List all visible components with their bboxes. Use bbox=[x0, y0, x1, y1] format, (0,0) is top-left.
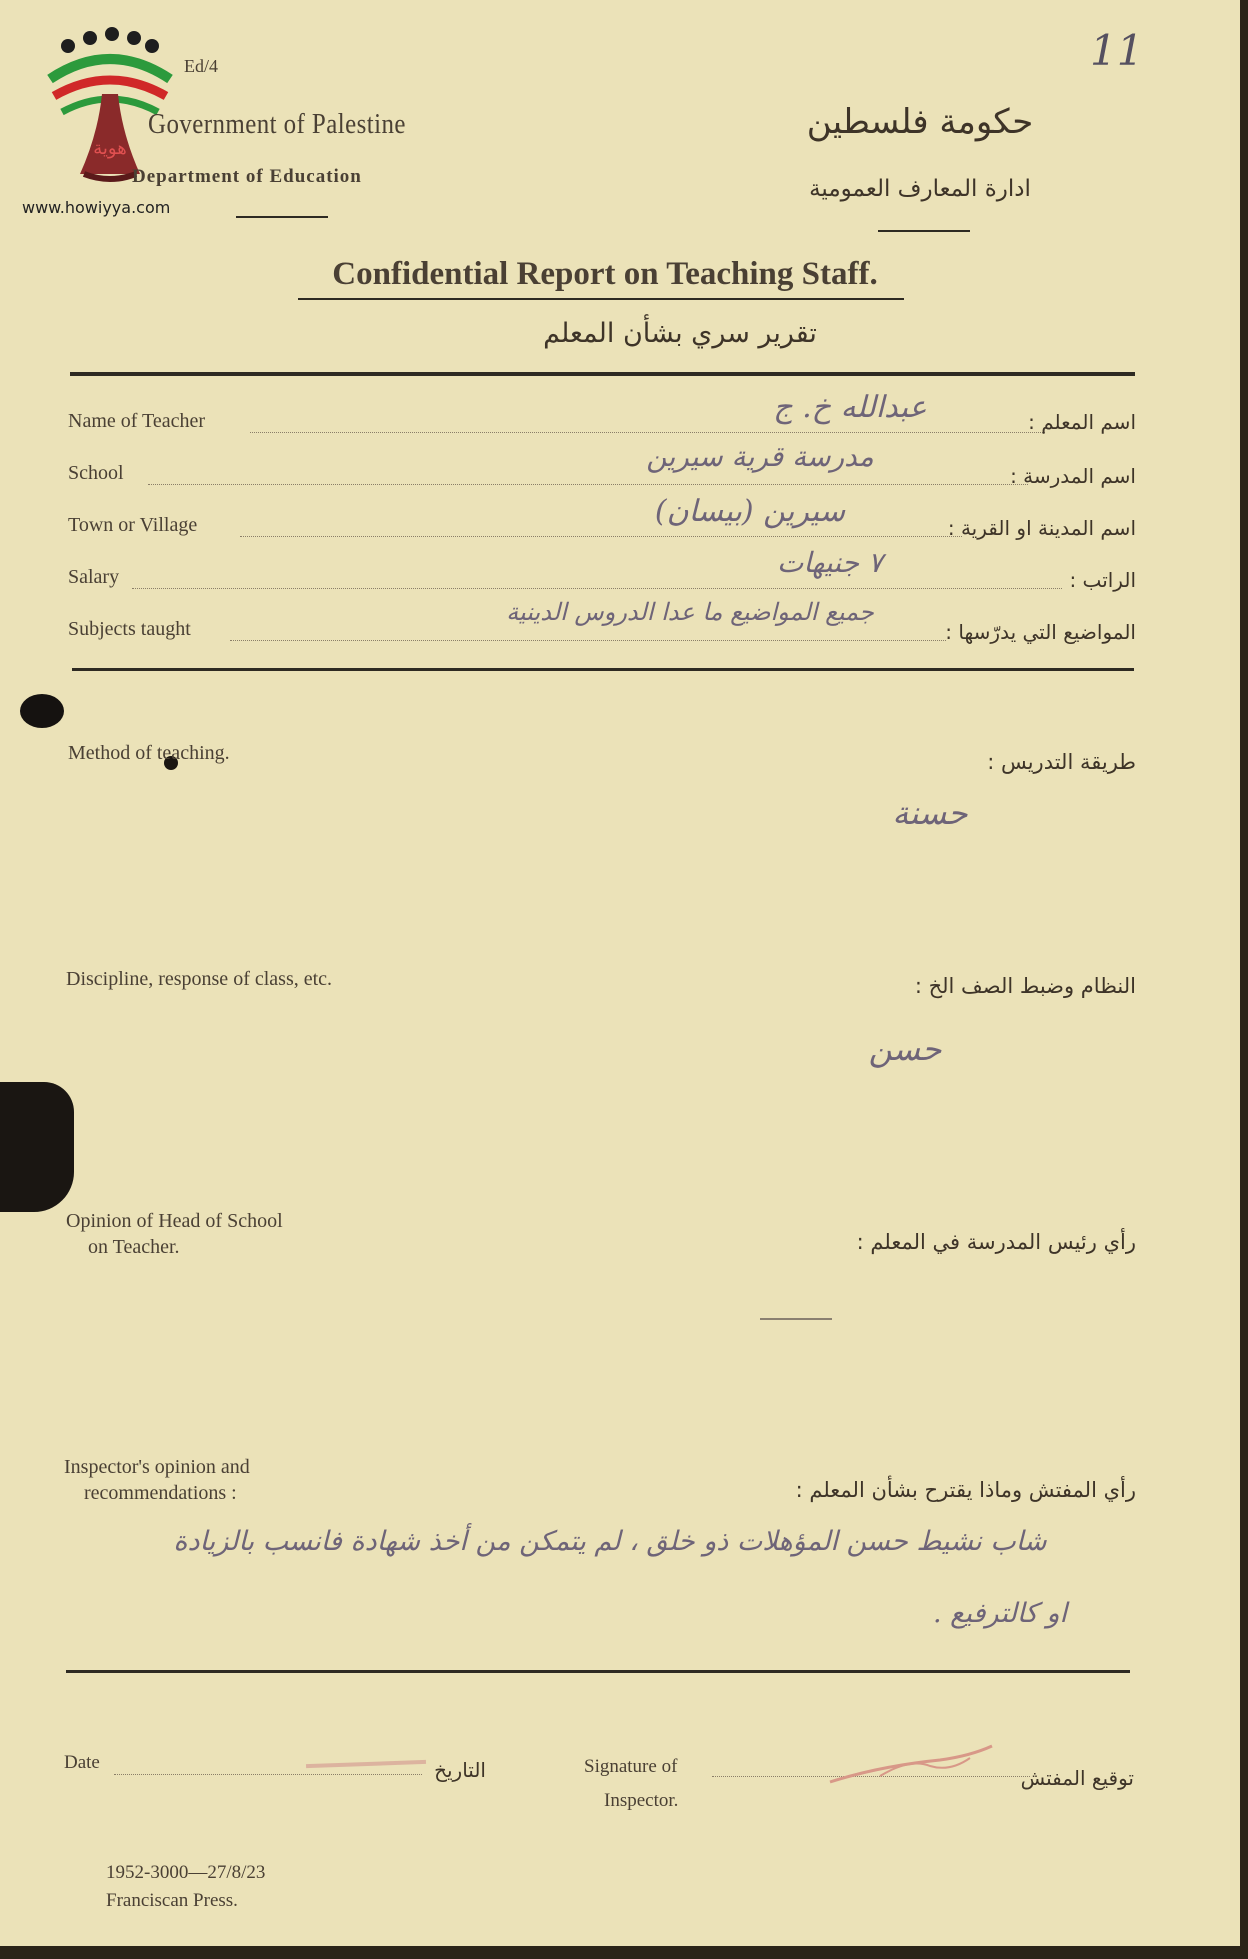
inspector-remarks-line2: او كالترفيع . bbox=[932, 1598, 1068, 1629]
print-code: 1952-3000—27/8/23 bbox=[106, 1862, 266, 1883]
field-value-handwritten: عبدالله خ. ج bbox=[773, 390, 927, 425]
page-number: 11 bbox=[1090, 26, 1144, 75]
government-heading-ar: حكومة فلسطين bbox=[806, 102, 1034, 142]
inspector-remarks-line1: شاب نشيط حسن المؤهلات ذو خلق ، لم يتمكن من أخذ شهادة فانسب بالزيادة bbox=[173, 1526, 1047, 1557]
section-label-en: Method of teaching. bbox=[68, 742, 230, 764]
government-heading-en: Government of Palestine bbox=[148, 108, 406, 140]
section-label-en: Discipline, response of class, etc. bbox=[66, 968, 333, 990]
header-divider-right bbox=[878, 230, 970, 232]
title-underline bbox=[298, 298, 904, 300]
field-label-ar: اسم المدينة او القرية : bbox=[947, 516, 1136, 540]
section-value-handwritten: حسن bbox=[868, 1030, 942, 1068]
field-label-ar: اسم المدرسة : bbox=[1010, 464, 1136, 488]
field-value-handwritten: مدرسة قرية سيرين bbox=[646, 440, 874, 473]
section-value-handwritten: حسنة bbox=[892, 794, 968, 832]
edge-damage bbox=[0, 1082, 74, 1212]
field-label-ar: اسم المعلم : bbox=[1028, 410, 1136, 434]
section-label-ar: النظام وضبط الصف الخ : bbox=[914, 974, 1136, 998]
ink-blot bbox=[20, 694, 64, 728]
field-dotted-line bbox=[240, 536, 962, 537]
fields-bottom-rule bbox=[72, 668, 1134, 671]
blank-dash-mark bbox=[760, 1318, 832, 1320]
section-label-en-line2: recommendations : bbox=[84, 1482, 237, 1504]
field-value-handwritten: سيرين (بيسان) bbox=[654, 494, 846, 529]
field-label-en: School bbox=[68, 462, 124, 484]
bottom-thick-rule bbox=[66, 1670, 1130, 1673]
field-dotted-line bbox=[230, 640, 946, 641]
field-label-en: Salary bbox=[68, 566, 120, 588]
field-dotted-line bbox=[132, 588, 1062, 589]
field-label-en: Town or Village bbox=[68, 514, 198, 536]
section-label-en-line1: Opinion of Head of School bbox=[66, 1210, 283, 1232]
signature-label-en-line2: Inspector. bbox=[604, 1790, 679, 1811]
report-title-ar: تقرير سري بشأن المعلم bbox=[543, 318, 817, 349]
signature-label-en-line1: Signature of bbox=[584, 1756, 678, 1777]
field-dotted-line bbox=[250, 432, 1045, 433]
field-label-en: Name of Teacher bbox=[68, 410, 206, 432]
top-thick-rule bbox=[70, 372, 1135, 376]
signature-scribble bbox=[820, 1736, 1000, 1796]
date-handwritten-scribble bbox=[306, 1760, 426, 1768]
field-value-handwritten: جميع المواضيع ما عدا الدروس الدينية bbox=[506, 598, 874, 626]
svg-text:هوية: هوية bbox=[93, 138, 127, 159]
field-label-en: Subjects taught bbox=[68, 618, 191, 640]
logo-url: www.howiyya.com bbox=[22, 198, 171, 217]
report-title-en: Confidential Report on Teaching Staff. bbox=[332, 256, 878, 292]
signature-label-ar: توقيع المفتش bbox=[1020, 1766, 1134, 1790]
department-heading-ar: ادارة المعارف العمومية bbox=[809, 176, 1031, 202]
header-divider-left bbox=[236, 216, 328, 218]
date-label-ar: التاريخ bbox=[434, 1758, 486, 1782]
field-dotted-line bbox=[148, 484, 1028, 485]
press-name: Franciscan Press. bbox=[106, 1890, 238, 1911]
form-number: Ed/4 bbox=[184, 56, 218, 76]
field-label-ar: المواضيع التي يدرّسها : bbox=[945, 620, 1136, 644]
date-label-en: Date bbox=[64, 1752, 100, 1773]
section-label-en-line1: Inspector's opinion and bbox=[64, 1456, 250, 1478]
section-label-ar: طريقة التدريس : bbox=[987, 750, 1136, 774]
bottom-edge-damage bbox=[0, 1946, 1248, 1959]
section-label-en-line2: on Teacher. bbox=[88, 1236, 180, 1258]
field-label-ar: الراتب : bbox=[1069, 568, 1136, 592]
department-heading-en: Department of Education bbox=[132, 166, 362, 187]
field-value-handwritten: ٧ جنيهات bbox=[777, 546, 883, 579]
date-dotted-line bbox=[114, 1774, 422, 1775]
section-label-ar: رأي رئيس المدرسة في المعلم : bbox=[856, 1230, 1136, 1254]
right-edge-damage bbox=[1240, 0, 1248, 1959]
section-label-ar: رأي المفتش وماذا يقترح بشأن المعلم : bbox=[795, 1478, 1136, 1502]
